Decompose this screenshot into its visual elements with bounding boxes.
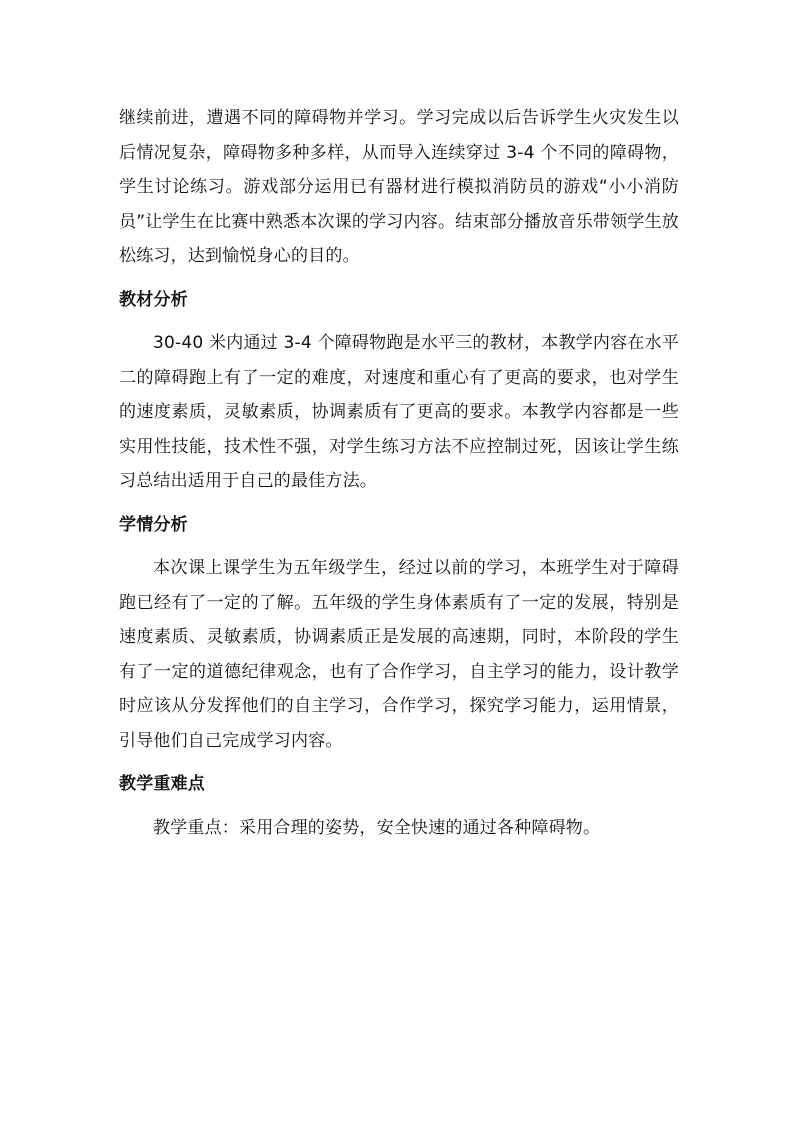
section-paragraph-learner-analysis: 本次课上课学生为五年级学生，经过以前的学习，本班学生对于障碍跑已经有了一定的了解。五年级的学生身体素质有了一定的发展，特别是速度素质、灵敏素质，协调素质正是发展的高速期，同时，本阶段的学生有了一定的道德纪律观念，也有了合作学习，自主学习的能力，设计教学时应该从分发挥他们的自主学习，合作学习，探究学习能力，运用情景，引导他们自己完成学习内容。 — [119, 558, 679, 751]
section-paragraph-textbook-analysis: 30-40 米内通过 3-4 个障碍物跑是水平三的教材，本教学内容在水平二的障碍跑上有了一定的难度，对速度和重心有了更高的要求，也对学生的速度素质，灵敏素质，协调素质有了更高的要求。本教学内容都是一些实用性技能，技术性不强，对学生练习方法不应控制过死，因该让学生练习总结出适用于自己的最佳方法。 — [119, 333, 679, 491]
section-heading-textbook-analysis: 教材分析 — [119, 289, 188, 310]
section-paragraph-key-difficulties: 教学重点：采用合理的姿势，安全快速的通过各种障碍物。 — [153, 817, 601, 838]
section-heading-key-difficulties: 教学重难点 — [119, 774, 205, 794]
intro-paragraph: 继续前进，遭遇不同的障碍物并学习。学习完成以后告诉学生火灾发生以后情况复杂，障碍物多种多样，从而导入连续穿过 3-4 个不同的障碍物，学生讨论练习。游戏部分运用已有器材进行模拟消防员的游戏“小小消防员”让学生在比赛中熟悉本次课的学习内容。结束部分播放音乐带领学生放松练习，达到愉悦身心的目的。 — [119, 108, 679, 266]
document-body — [119, 101, 679, 845]
section-heading-learner-analysis: 学情分析 — [119, 514, 188, 535]
